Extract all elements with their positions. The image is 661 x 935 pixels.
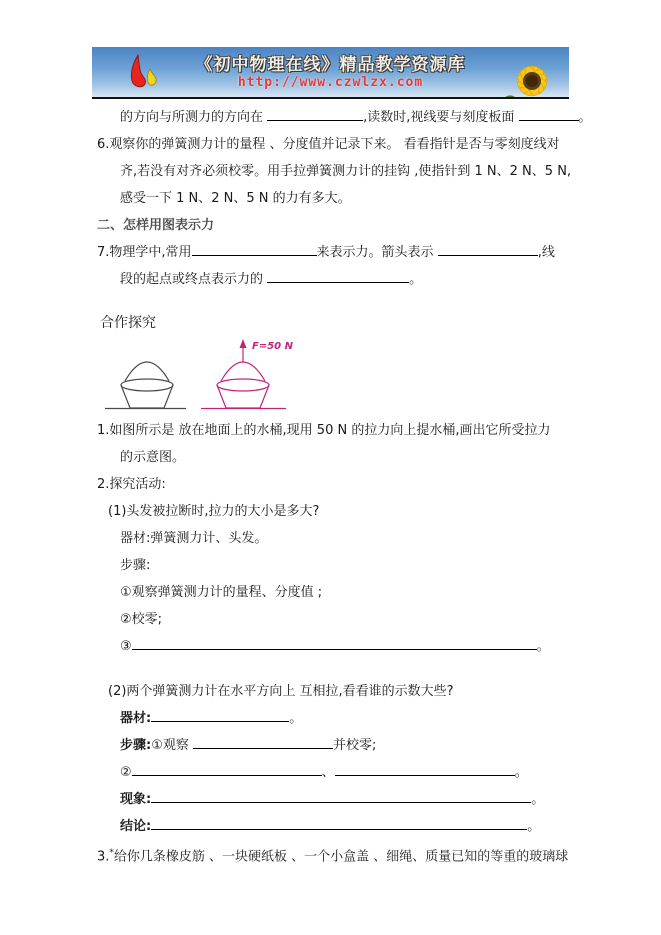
text-run: 的方向与所测力的方向在 [120, 110, 268, 125]
blank-underline [438, 240, 538, 256]
text-line [90, 705, 575, 732]
text-line [90, 239, 575, 266]
text-line [90, 786, 575, 813]
document-section-bottom [90, 417, 575, 870]
text-run: 6.观察你的弹簧测力计的量程 、分度值并记录下来。 看看指针是否与零刻度线对 [97, 137, 560, 152]
blank-underline [132, 634, 537, 650]
blank-underline [335, 760, 515, 776]
text-line [90, 606, 575, 633]
blank-underline [193, 733, 333, 749]
text-line [90, 633, 575, 660]
text-line [90, 498, 575, 525]
text-line [90, 840, 575, 870]
text-line [90, 131, 575, 158]
blank-underline [151, 706, 289, 722]
text-run: 感受一下 1 N、2 N、5 N 的力有多大。 [120, 191, 351, 206]
text-run: ①观察弹簧测力计的量程、分度值 ; [120, 585, 323, 600]
text-line [90, 471, 575, 498]
sunflower-icon [499, 51, 565, 99]
text-run: 器材: [120, 711, 152, 726]
document-section-top [90, 104, 592, 293]
text-run: 3. [97, 849, 110, 865]
text-line [90, 759, 575, 786]
text-run: ①观察 [151, 738, 193, 753]
text-run: 。 [409, 272, 423, 287]
collab-heading: 合作探究 [100, 315, 156, 331]
blank-underline [132, 760, 322, 776]
text-run: ② [120, 765, 132, 780]
text-run: 来表示力。箭头表示 [316, 245, 438, 260]
text-run: ②校零; [120, 612, 163, 627]
blank-underline [192, 240, 317, 256]
text-line [90, 579, 575, 606]
force-arrowhead [240, 339, 247, 348]
text-run: 。 [289, 711, 303, 726]
text-run: 。 [536, 639, 550, 654]
text-run: * [109, 848, 114, 858]
text-run: 给你几条橡皮筋 、一块硬纸板 、一个小盒盖 、细绳、质量已知的等重的玻璃球 [113, 849, 569, 865]
text-run: 1.如图所示是 放在地面上的水桶,现用 50 N 的拉力向上提水桶,画出它所受拉力 [97, 423, 551, 438]
blank-underline [267, 267, 409, 283]
text-run: 齐,若没有对齐必须校零。用手拉弹簧测力计的挂钩 ,使指针到 1 N、2 N、5 N, [120, 164, 572, 179]
text-run: 。 [527, 819, 541, 834]
text-run: 结论: [120, 819, 152, 834]
text-run: 。 [531, 792, 545, 807]
text-run: (2)两个弹簧测力计在水平方向上 互相拉,看看谁的示数大些? [108, 684, 454, 699]
text-run: ,读数时,视线要与刻度板面 [363, 110, 519, 125]
blank-underline [519, 105, 579, 121]
text-run: 的示意图。 [120, 450, 186, 465]
text-run: ,线 [537, 245, 555, 260]
blank-underline [151, 814, 527, 830]
text-run: 现象: [120, 792, 152, 807]
text-line [90, 678, 575, 705]
force-label: F=50 N [252, 341, 293, 352]
text-run: 二、怎样用图表示力 [97, 218, 215, 233]
text-line [90, 525, 575, 552]
text-line [90, 212, 575, 239]
text-line [90, 104, 592, 131]
site-banner [92, 47, 569, 99]
text-run: 段的起点或终点表示力的 [120, 272, 268, 287]
text-line [90, 552, 575, 579]
bucket-pulled [201, 344, 286, 409]
text-line [90, 185, 575, 212]
document-content [90, 104, 592, 870]
text-run: 并校零; [333, 738, 377, 753]
text-line [90, 444, 575, 471]
text-run: (1)头发被拉断时,拉力的大小是多大? [108, 504, 320, 519]
text-run: 步骤: [120, 738, 152, 753]
text-run: 、 [321, 765, 335, 780]
text-run: 步骤: [120, 558, 151, 573]
bucket-plain [105, 362, 186, 409]
text-line [90, 417, 575, 444]
blank-underline [267, 105, 363, 121]
blank-underline [151, 787, 531, 803]
text-line [90, 266, 575, 293]
banner-url: http://www.czwlzx.com [237, 75, 424, 90]
banner-title: 《初中物理在线》精品教学资源库 [195, 55, 466, 75]
text-run: 。 [578, 110, 592, 125]
text-run: 7.物理学中,常用 [97, 245, 192, 260]
bucket-figure [100, 337, 400, 413]
text-run: ③ [120, 639, 132, 654]
text-run: 器材:弹簧测力计、头发。 [120, 531, 268, 546]
text-line [90, 813, 575, 840]
text-line [90, 732, 575, 759]
text-line [90, 158, 575, 185]
text-run: 。 [514, 765, 528, 780]
text-run: 2.探究活动: [97, 477, 166, 492]
